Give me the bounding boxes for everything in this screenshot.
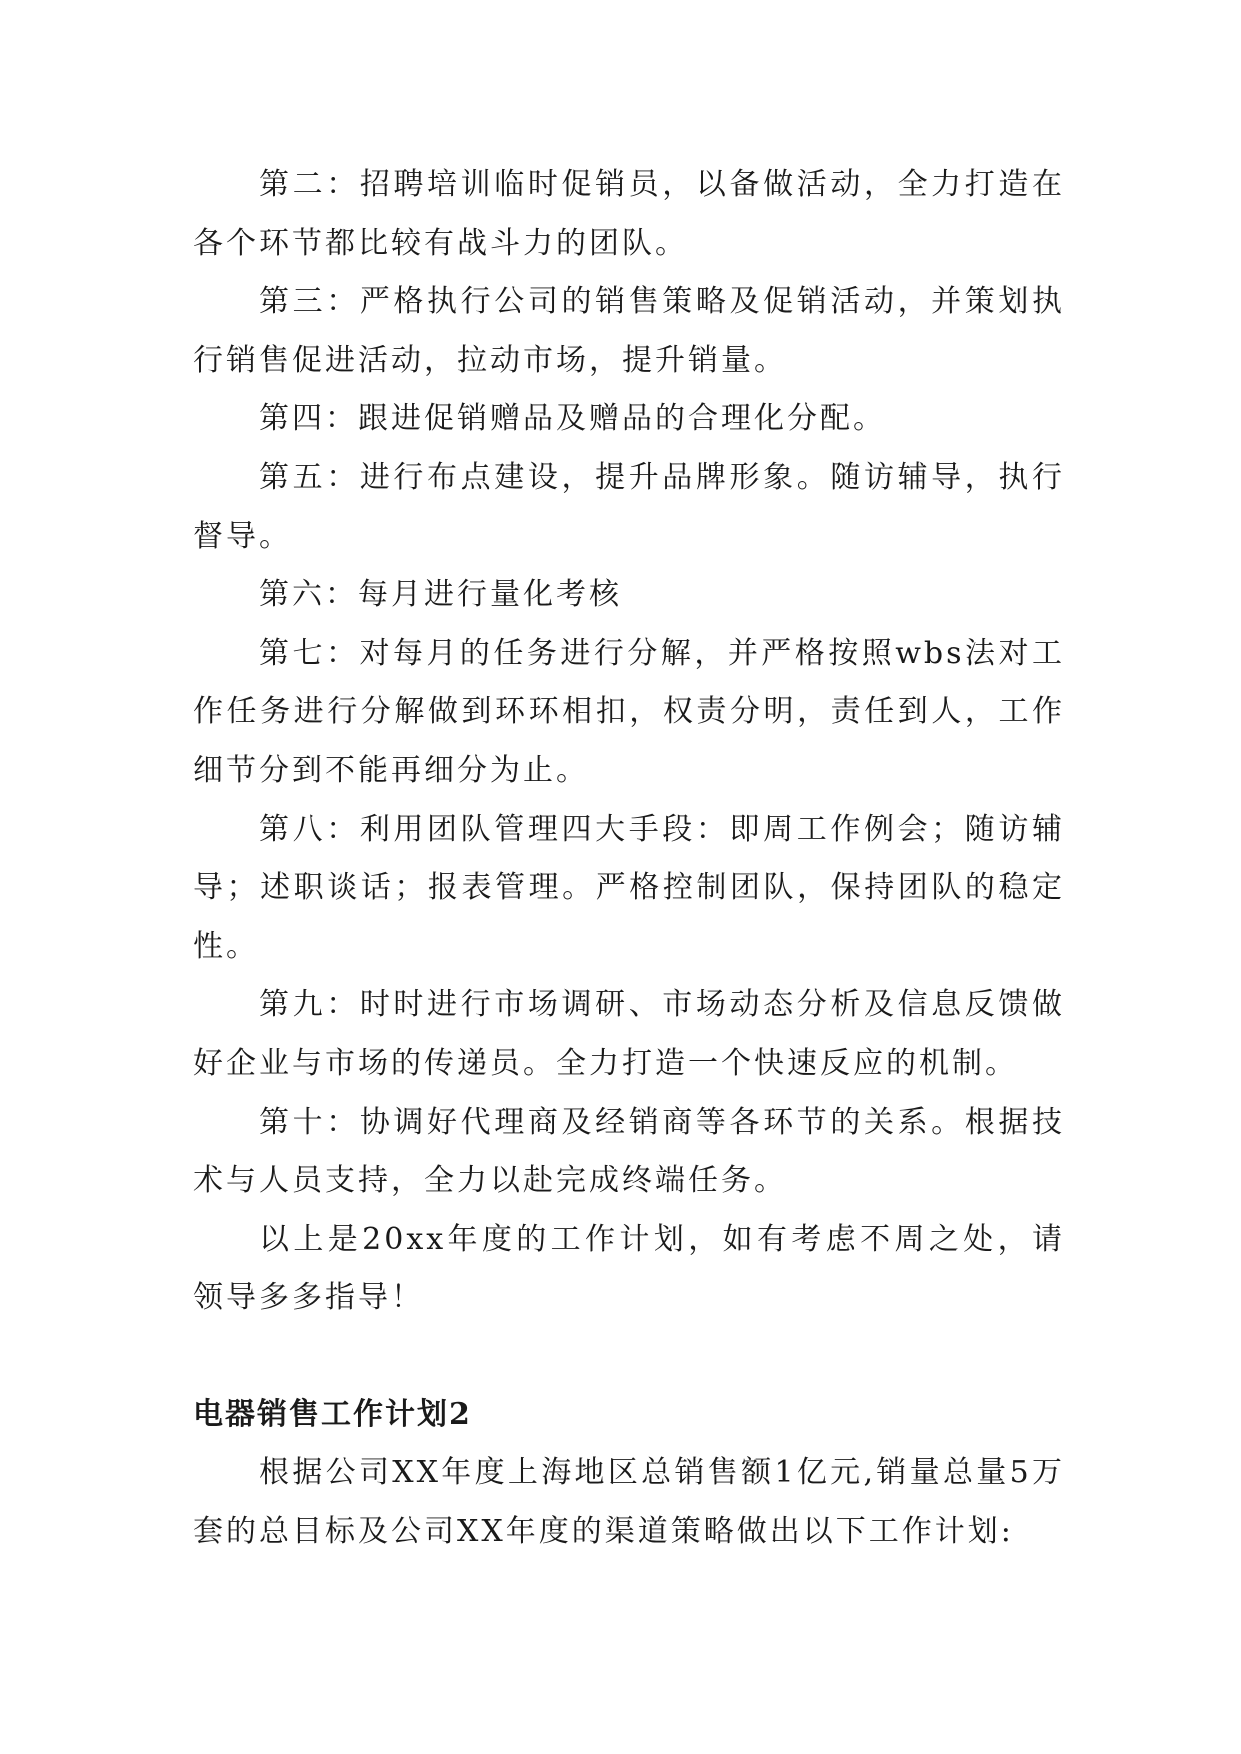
intro-paragraph: 根据公司XX年度上海地区总销售额1亿元,销量总量5万套的总目标及公司XX年度的渠道策略做出以下工作计划:: [193, 1455, 1065, 1550]
document-page: [193, 156, 1065, 1562]
paragraph-item-8: 第八：利用团队管理四大手段：即周工作例会；随访辅导；述职谈话；报表管理。严格控制团队，保持团队的稳定性。: [193, 811, 1065, 964]
paragraph-item-5: 第五：进行布点建设，提升品牌形象。随访辅导，执行督导。: [193, 459, 1065, 554]
paragraph-item-3: 第三：严格执行公司的销售策略及促销活动，并策划执行销售促进活动，拉动市场，提升销量。: [193, 284, 1065, 378]
paragraph-item-10: 第十：协调好代理商及经销商等各环节的关系。根据技术与人员支持，全力以赴完成终端任务。: [193, 1104, 1065, 1199]
closing-paragraph: 以上是20xx年度的工作计划，如有考虑不周之处，请领导多多指导！: [193, 1221, 1065, 1316]
paragraph-item-7: 第七：对每月的任务进行分解，并严格按照wbs法对工作任务进行分解做到环环相扣，权责分明，责任到人，工作细节分到不能再细分为止。: [193, 635, 1065, 788]
paragraph-item-9: 第九：时时进行市场调研、市场动态分析及信息反馈做好企业与市场的传递员。全力打造一个快速反应的机制。: [193, 987, 1065, 1081]
paragraph-item-6: 第六：每月进行量化考核: [259, 577, 622, 613]
paragraph-item-4: 第四：跟进促销赠品及赠品的合理化分配。: [259, 401, 886, 437]
paragraph-item-2: 第二：招聘培训临时促销员，以备做活动，全力打造在各个环节都比较有战斗力的团队。: [193, 167, 1065, 261]
section-heading: 电器销售工作计划2: [193, 1396, 472, 1432]
